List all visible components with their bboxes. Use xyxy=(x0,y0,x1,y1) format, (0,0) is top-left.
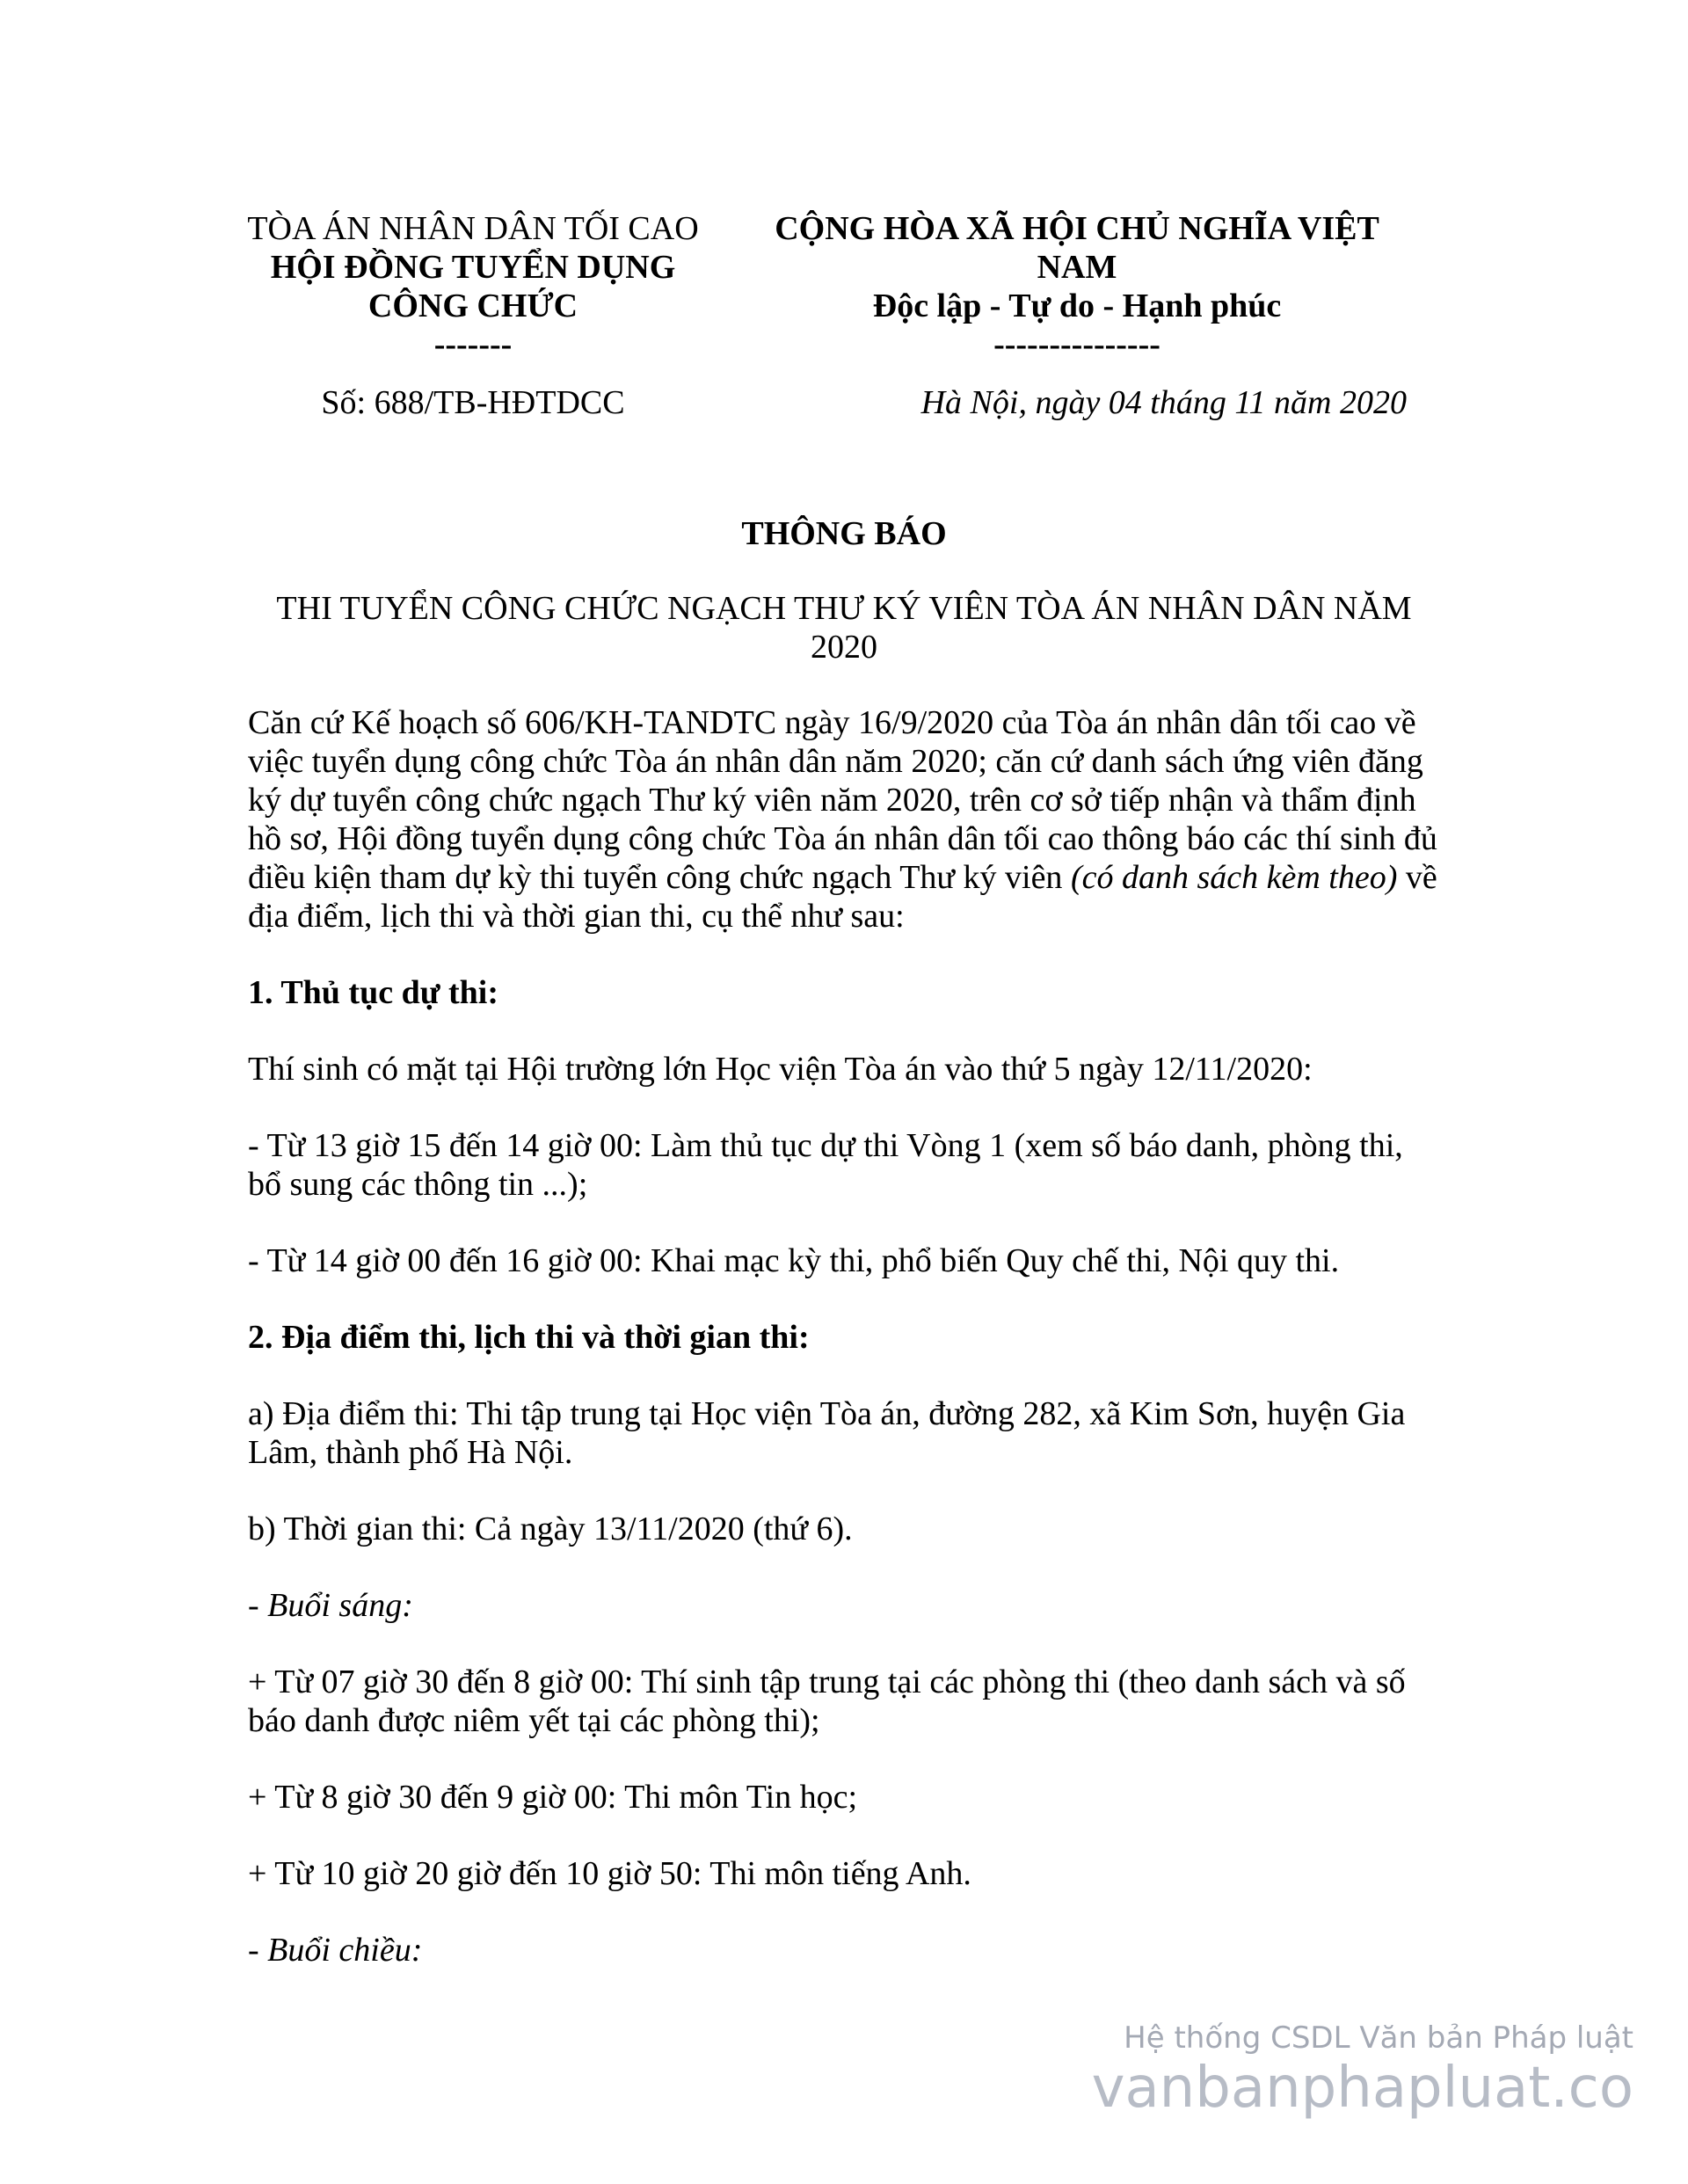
intro-text-part2: về địa điểm, lịch thi và thời gian thi, cụ thể như sau: xyxy=(248,859,1437,935)
intro-text-part1: Căn cứ Kế hoạch số 606/KH-TANDTC ngày 16/9/2020 của Tòa án nhân dân tối cao về việc tuyển dụng công chức Tòa án nhân dân năm 2020; căn cứ danh sách ứng viên đăng ký dự tuyển công chức ngạch Thư ký viên năm 2020, trên cơ sở tiếp nhận và thẩm định hồ sơ, Hội đồng tuyển dụng công chức Tòa án nhân dân tối cao thông báo các thí sinh đủ điều kiện tham dự kỳ thi tuyển công chức ngạch Thư ký viên xyxy=(248,704,1437,896)
issuer-council-line1: HỘI ĐỒNG TUYỂN DỤNG xyxy=(270,249,676,286)
subtitle-line1: THI TUYỂN CÔNG CHỨC NGẠCH THƯ KÝ VIÊN TÒA ÁN NHÂN DÂN NĂM xyxy=(276,590,1412,627)
country-name-line1: CỘNG HÒA XÃ HỘI CHỦ NGHĨA VIỆT xyxy=(775,210,1379,247)
document-body xyxy=(248,703,1440,2007)
issuer-rule: ------- xyxy=(433,326,513,363)
schedule-item: + Từ 07 giờ 30 đến 8 giờ 00: Thí sinh tập trung tại các phòng thi (theo danh sách và số báo danh được niêm yết tại các phòng thi); xyxy=(248,1663,1406,1739)
intro-italic-note: (có danh sách kèm theo) xyxy=(1070,859,1398,896)
intro-paragraph xyxy=(248,703,1440,935)
section1-paragraph: Thí sinh có mặt tại Hội trường lớn Học viện Tòa án vào thứ 5 ngày 12/11/2020: xyxy=(248,1051,1313,1088)
issuer-block xyxy=(227,209,719,364)
place-date: Hà Nội, ngày 04 tháng 11 năm 2020 xyxy=(920,384,1407,421)
subtitle-line2: 2020 xyxy=(811,629,877,666)
section2-time: b) Thời gian thi: Cả ngày 13/11/2020 (thứ 6). xyxy=(248,1511,853,1547)
section2-location: a) Địa điểm thi: Thi tập trung tại Học viện Tòa án, đường 282, xã Kim Sơn, huyện Gia Lâm, thành phố Hà Nội. xyxy=(248,1395,1406,1471)
document-number: Số: 688/TB-HĐTDCC xyxy=(321,384,625,421)
schedule-item: + Từ 10 giờ 20 giờ đến 10 giờ 50: Thi môn tiếng Anh. xyxy=(248,1855,971,1892)
watermark-line1: Hệ thống CSDL Văn bản Pháp luật xyxy=(1124,2020,1633,2056)
watermark-line2: vanbanphapluat.co xyxy=(1091,2056,1633,2121)
section1-item: - Từ 13 giờ 15 đến 14 giờ 00: Làm thủ tục dự thi Vòng 1 (xem số báo danh, phòng thi, bổ sung các thông tin ...); xyxy=(248,1127,1403,1203)
document-title: THÔNG BÁO xyxy=(741,515,947,552)
afternoon-label: - Buổi chiều: xyxy=(248,1932,423,1969)
country-name-line2: NAM xyxy=(1037,249,1117,286)
issuer-org: TÒA ÁN NHÂN DÂN TỐI CAO xyxy=(247,210,699,247)
morning-label: - Buổi sáng: xyxy=(248,1587,413,1624)
national-header xyxy=(756,209,1398,364)
section1-heading: 1. Thủ tục dự thi: xyxy=(248,974,499,1011)
national-motto: Độc lập - Tự do - Hạnh phúc xyxy=(872,288,1282,324)
motto-rule: --------------- xyxy=(993,326,1160,363)
schedule-item: + Từ 8 giờ 30 đến 9 giờ 00: Thi môn Tin học; xyxy=(248,1779,858,1816)
issuer-council-line2: CÔNG CHỨC xyxy=(367,288,578,324)
section2-heading: 2. Địa điểm thi, lịch thi và thời gian thi: xyxy=(248,1319,810,1356)
watermark xyxy=(1092,2020,1633,2121)
section1-item: - Từ 14 giờ 00 đến 16 giờ 00: Khai mạc kỳ thi, phổ biến Quy chế thi, Nội quy thi. xyxy=(248,1242,1340,1279)
document-subtitle xyxy=(264,589,1424,666)
